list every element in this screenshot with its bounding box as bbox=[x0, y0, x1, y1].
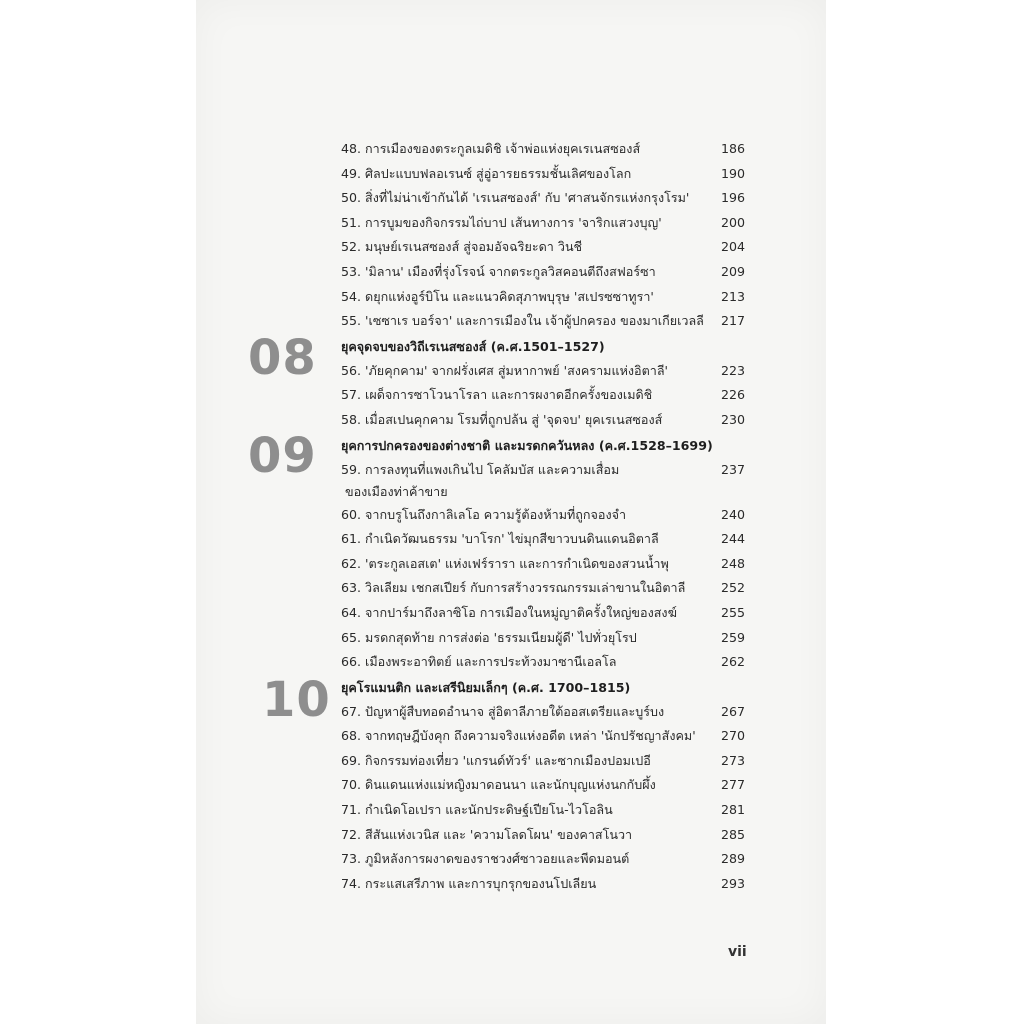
page-ref: 230 bbox=[720, 411, 745, 427]
toc-entry-54[interactable]: 54. ดยุกแห่งอูร์บิโน และแนวคิดสุภาพบุรุษ 'สเปรซซาทูรา' 213 bbox=[341, 285, 745, 310]
toc-entry-63[interactable]: 63. วิลเลียม เชกสเปียร์ กับการสร้างวรรณกรรมเล่าขานในอิตาลี 252 bbox=[341, 576, 745, 601]
toc-entry-70[interactable]: 70. ดินแดนแห่งแม่หญิงมาดอนนา และนักบุญแห่งนกกับผึ้ง 277 bbox=[341, 773, 745, 798]
page-ref: 186 bbox=[720, 141, 745, 156]
page-ref: 248 bbox=[720, 555, 745, 571]
page-ref: 237 bbox=[720, 461, 745, 477]
toc-entry-48[interactable]: 48. การเมืองของตระกูลเมดิชิ เจ้าพ่อแห่งยุคเรเนสซองส์ 186 bbox=[341, 137, 745, 162]
page-ref: 255 bbox=[720, 604, 745, 620]
toc-entry-49[interactable]: 49. ศิลปะแบบฟลอเรนซ์ สู่อู่อารยธรรมชั้นเลิศของโลก 190 bbox=[341, 162, 745, 187]
page-ref: 270 bbox=[720, 728, 745, 744]
page-ref: 204 bbox=[720, 239, 745, 255]
page-ref: 226 bbox=[720, 387, 745, 403]
toc-entry-64[interactable]: 64. จากปาร์มาถึงลาซิโอ การเมืองในหมู่ญาติครั้งใหญ่ของสงฆ์ 255 bbox=[341, 601, 745, 626]
page-ref: 252 bbox=[720, 580, 745, 596]
page-ref: 240 bbox=[720, 506, 745, 522]
page-ref: 267 bbox=[720, 703, 745, 719]
page-ref: 273 bbox=[720, 752, 745, 768]
page-ref: 285 bbox=[720, 826, 745, 842]
toc-entry-60[interactable]: 60. จากบรูโนถึงกาลิเลโอ ความรู้ต้องห้ามที่ถูกจองจำ 240 bbox=[341, 503, 745, 528]
page-ref: 289 bbox=[720, 851, 745, 867]
toc-entry-56[interactable]: 56. 'ภัยคุกคาม' จากฝรั่งเศส สู่มหากาพย์ 'สงครามแห่งอิตาลี' 223 bbox=[341, 359, 745, 384]
page-ref: 244 bbox=[720, 531, 745, 547]
page-ref: 200 bbox=[720, 214, 745, 230]
page-number: vii bbox=[728, 944, 747, 960]
section-number-08: 08 bbox=[248, 330, 317, 386]
page-ref: 293 bbox=[720, 875, 745, 891]
page-ref: 262 bbox=[720, 654, 745, 670]
toc-entry-62[interactable]: 62. 'ตระกูลเอสเต' แห่งเฟร์รารา และการกำเนิดของสวนน้ำพุ 248 bbox=[341, 552, 745, 577]
section-title-10: ยุคโรแมนติก และเสรีนิยมเล็กๆ (ค.ศ. 1700–1815) bbox=[341, 679, 631, 695]
section-title-09: ยุคการปกครองของต่างชาติ และมรดกควันหลง (ค.ศ.1528–1699) bbox=[341, 437, 713, 453]
table-of-contents bbox=[341, 137, 745, 896]
toc-entry-58[interactable]: 58. เมื่อสเปนคุกคาม โรมที่ถูกปล้น สู่ 'จุดจบ' ยุคเรเนสซองส์ 230 bbox=[341, 408, 745, 433]
page-ref: 277 bbox=[720, 777, 745, 793]
toc-entry-74[interactable]: 74. กระแสเสรีภาพ และการบุกรุกของนโปเลียน 293 bbox=[341, 872, 745, 897]
page-ref: 190 bbox=[720, 165, 745, 181]
toc-entry-61[interactable]: 61. กำเนิดวัฒนธรรม 'บาโรก' ไข่มุกสีขาวบนดินแดนอิตาลี 244 bbox=[341, 527, 745, 552]
section-title-08: ยุคจุดจบของวิถีเรเนสซองส์ (ค.ศ.1501–1527) bbox=[341, 338, 605, 354]
section-number-09: 09 bbox=[248, 428, 317, 484]
toc-entry-50[interactable]: 50. สิ่งที่ไม่น่าเข้ากันได้ 'เรเนสซองส์' กับ 'ศาสนจักรแห่งกรุงโรม' 196 bbox=[341, 186, 745, 211]
page-ref: 259 bbox=[720, 629, 745, 645]
toc-entry-68[interactable]: 68. จากทฤษฎีบังคุก ถึงความจริงแห่งอดีต เหล่า 'นักปรัชญาสังคม' 270 bbox=[341, 724, 745, 749]
page-ref: 213 bbox=[720, 288, 745, 304]
toc-entry-67[interactable]: 67. ปัญหาผู้สืบทอดอำนาจ สู่อิตาลีภายใต้ออสเตรียและบูร์บง 267 bbox=[341, 700, 745, 725]
toc-entry-73[interactable]: 73. ภูมิหลังการผงาดของราชวงศ์ซาวอยและพีดมอนต์ 289 bbox=[341, 847, 745, 872]
page-ref: 196 bbox=[720, 190, 745, 206]
toc-entry-59[interactable]: 59. การลงทุนที่แพงเกินไป โคลัมบัส และความเสื่อม ของเมืองท่าค้าขาย 237 bbox=[341, 458, 745, 503]
toc-entry-51[interactable]: 51. การบูมของกิจกรรมไถ่บาป เส้นทางการ 'จาริกแสวงบุญ' 200 bbox=[341, 211, 745, 236]
section-number-10: 10 bbox=[262, 672, 331, 728]
toc-entry-66[interactable]: 66. เมืองพระอาทิตย์ และการประท้วงมาซานีเอลโล 262 bbox=[341, 650, 745, 675]
toc-entry-65[interactable]: 65. มรดกสุดท้าย การส่งต่อ 'ธรรมเนียมผู้ดี' ไปทั่วยุโรป 259 bbox=[341, 626, 745, 651]
page-ref: 217 bbox=[720, 313, 745, 329]
toc-entry-57[interactable]: 57. เผด็จการซาโวนาโรลา และการผงาดอีกครั้งของเมดิชิ 226 bbox=[341, 383, 745, 408]
page-ref: 281 bbox=[720, 802, 745, 818]
toc-entry-69[interactable]: 69. กิจกรรมท่องเที่ยว 'แกรนด์ทัวร์' และซากเมืองปอมเปอี 273 bbox=[341, 749, 745, 774]
toc-entry-71[interactable]: 71. กำเนิดโอเปรา และนักประดิษฐ์เปียโน-ไวโอลิน 281 bbox=[341, 798, 745, 823]
page-ref: 223 bbox=[720, 362, 745, 378]
page-ref: 209 bbox=[720, 263, 745, 279]
toc-entry-55[interactable]: 55. 'เซซาเร บอร์จา' และการเมืองใน เจ้าผู้ปกครอง ของมาเกียเวลลี 217 bbox=[341, 309, 745, 334]
toc-entry-52[interactable]: 52. มนุษย์เรเนสซองส์ สู่จอมอัจฉริยะดา วินชี 204 bbox=[341, 235, 745, 260]
toc-entry-72[interactable]: 72. สีสันแห่งเวนิส และ 'ความโลดโผน' ของคาสโนวา 285 bbox=[341, 823, 745, 848]
toc-entry-53[interactable]: 53. 'มิลาน' เมืองที่รุ่งโรจน์ จากตระกูลวิสคอนตีถึงสฟอร์ซา 209 bbox=[341, 260, 745, 285]
